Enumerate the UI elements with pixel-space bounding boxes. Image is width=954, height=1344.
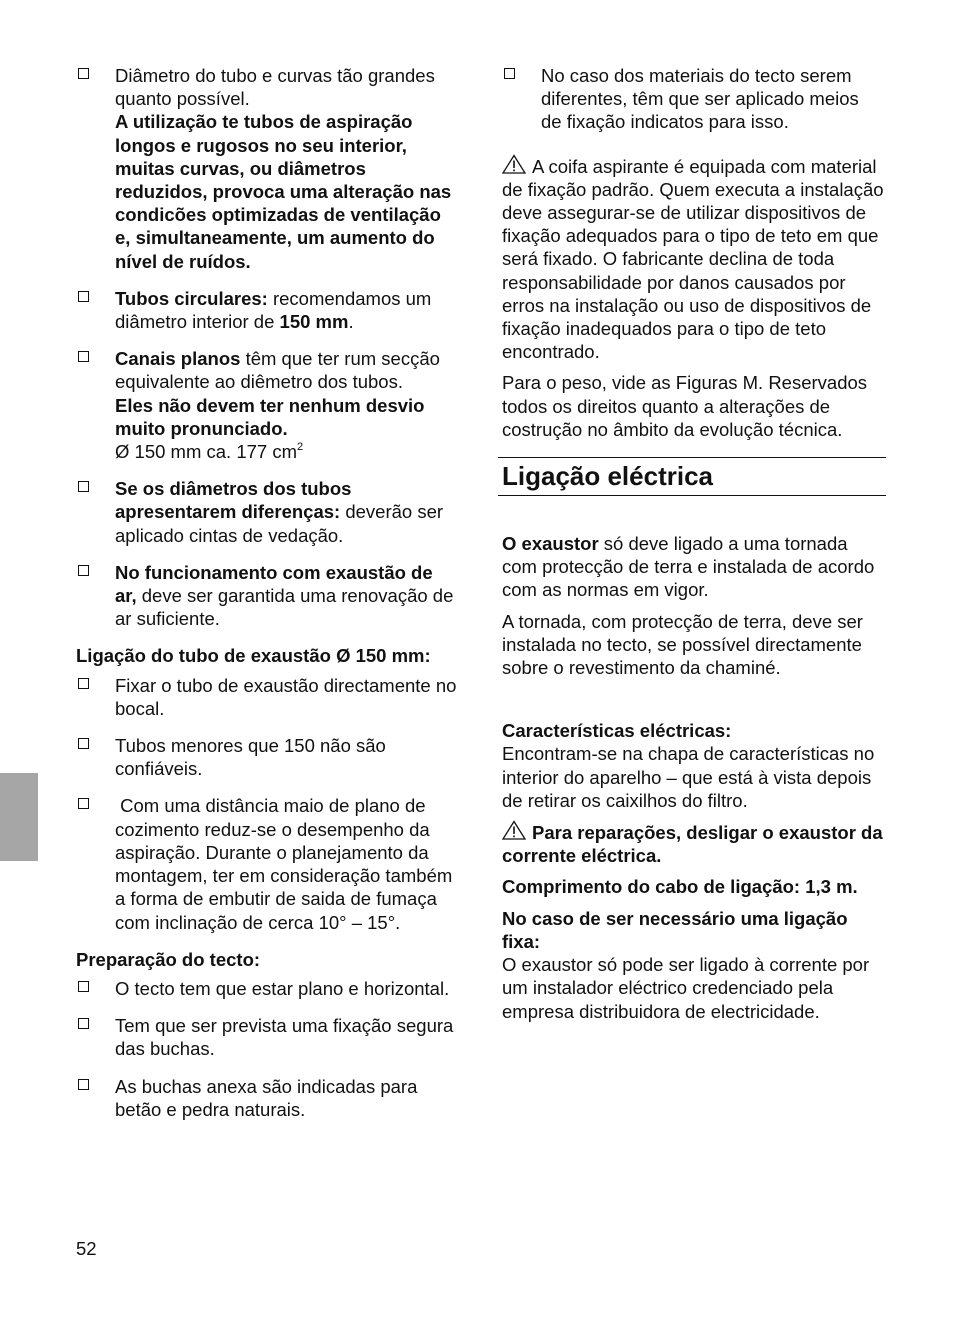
warning-triangle-icon xyxy=(502,820,526,840)
item-text: Com uma distância maio de plano de cozimento reduz-se o desempenho da aspiração. Durante o planejamento da montagem, ter em consideração também a forma de embutir de saida de fumaça com inclinação de cerca 10° – 15°. xyxy=(115,795,458,933)
warning-text: Para reparações, desligar o exaustor da corrente eléctrica. xyxy=(502,822,883,867)
checkbox-bullet-icon xyxy=(78,678,89,689)
checkbox-bullet-icon xyxy=(78,1079,89,1090)
item-text: Tem que ser prevista uma fixação segura das buchas. xyxy=(115,1015,454,1060)
checkbox-bullet-icon xyxy=(78,481,89,492)
item-text: deve ser garantida uma renovação de ar suficiente. xyxy=(115,585,454,630)
subheading: Características eléctricas: xyxy=(502,720,732,742)
list-item xyxy=(76,347,458,463)
list-item xyxy=(76,977,458,1000)
paragraph-bold: Comprimento do cabo de ligação: 1,3 m. xyxy=(502,876,858,898)
list-item xyxy=(76,674,458,720)
item-bold-text: Eles não devem ter nenhum desvio muito pronunciado. xyxy=(115,394,425,439)
list-item xyxy=(76,287,458,333)
paragraph: Para o peso, vide as Figuras M. Reservados todos os direitos quanto a alterações de costrução no âmbito da evolução técnica. xyxy=(502,372,868,440)
warning-paragraph xyxy=(502,154,884,364)
list-item xyxy=(76,64,458,273)
right-column xyxy=(502,64,884,1031)
list-item xyxy=(76,794,458,933)
formula-superscript: 2 xyxy=(296,441,304,454)
checkbox-bullet-icon xyxy=(78,981,89,992)
paragraph: O exaustor só pode ser ligado à corrente por um instalador eléctrico credenciado pela empresa distribuidora de electricidade. xyxy=(502,954,870,1022)
list-item xyxy=(502,64,884,134)
checkbox-bullet-icon xyxy=(78,291,89,302)
checkbox-bullet-icon xyxy=(78,351,89,362)
section-heading: Ligação eléctrica xyxy=(502,461,713,492)
item-text: As buchas anexa são indicadas para betão e pedra naturais. xyxy=(115,1075,418,1120)
bold-text: O exaustor xyxy=(502,533,599,555)
subheading: Ligação do tubo de exaustão Ø 150 mm: xyxy=(76,645,431,667)
item-bold-text: Tubos circulares: xyxy=(115,287,268,309)
warning-paragraph xyxy=(502,820,884,867)
checkbox-bullet-icon xyxy=(78,565,89,576)
checkbox-bullet-icon xyxy=(78,68,89,79)
section-heading-rule xyxy=(498,457,886,496)
item-text: Diâmetro do tubo e curvas tão grandes quanto possível. xyxy=(115,65,435,110)
item-bold-text: Se os diâmetros dos tubos apresentarem diferenças: xyxy=(115,478,352,523)
page-number: 52 xyxy=(76,1238,97,1259)
warning-triangle-icon xyxy=(502,154,526,174)
left-column xyxy=(76,64,458,1135)
checkbox-bullet-icon xyxy=(78,1018,89,1029)
checkbox-bullet-icon xyxy=(78,738,89,749)
item-text: deverão ser aplicado cintas de vedação. xyxy=(115,501,444,546)
subheading: No caso de ser necessário uma ligação fixa: xyxy=(502,907,848,952)
paragraph-text: só deve ligado a uma tornada com protecção de terra e instalada de acordo com as normas em vigor. xyxy=(502,533,875,601)
item-bold-text: A utilização te tubos de aspiração longos e rugosos no seu interior, muitas curvas, ou diâmetros reduzidos, provoca uma alteração nas condicões optimizadas de ventilação e, simultaneamente, um aumento do nível de ruídos. xyxy=(115,111,452,272)
item-text: recomendamos um diâmetro interior de xyxy=(115,287,432,333)
list-item xyxy=(76,734,458,780)
list-item xyxy=(76,1014,458,1060)
list-item xyxy=(76,1075,458,1121)
formula xyxy=(115,440,458,463)
paragraph xyxy=(502,532,884,602)
item-text: Tubos menores que 150 não são confiáveis. xyxy=(115,735,386,780)
item-text: têm que ter rum secção equivalente ao diêmetro dos tubos. xyxy=(115,348,440,393)
formula-text: Ø 150 mm ca. 177 cm xyxy=(115,441,297,463)
item-bold-text: No funcionamento com exaustão de ar, xyxy=(115,561,433,607)
item-text: . xyxy=(348,311,354,333)
section-tab-marker xyxy=(0,773,38,861)
list-item xyxy=(76,561,458,631)
checkbox-bullet-icon xyxy=(504,68,515,79)
item-text: O tecto tem que estar plano e horizontal. xyxy=(115,977,450,999)
warning-text: A coifa aspirante é equipada com material de fixação padrão. Quem executa a instalação deve assegurar-se de utilizar dispositivos de fixação adequados para o tipo de teto em que será fixado. O fabricante declina de toda responsabilidade por danos causados por erros na instalação ou uso de dispositivos de fixação inadequados para o tipo de teto encontrado. xyxy=(502,155,884,363)
paragraph: Encontram-se na chapa de características no interior do aparelho – que está à vista depois de retirar os caixilhos do filtro. xyxy=(502,743,875,811)
list-item xyxy=(76,477,458,547)
item-text: Fixar o tubo de exaustão directamente no bocal. xyxy=(115,674,457,719)
subheading: Preparação do tecto: xyxy=(76,948,261,970)
item-bold-text: 150 mm xyxy=(279,311,349,333)
item-text: No caso dos materiais do tecto serem diferentes, têm que ser aplicado meios de fixação indicatos para isso. xyxy=(541,65,859,133)
paragraph: A tornada, com protecção de terra, deve ser instalada no tecto, se possível directamente sobre o revestimento da chaminé. xyxy=(502,610,863,679)
item-bold-text: Canais planos xyxy=(115,348,241,370)
checkbox-bullet-icon xyxy=(78,798,89,809)
